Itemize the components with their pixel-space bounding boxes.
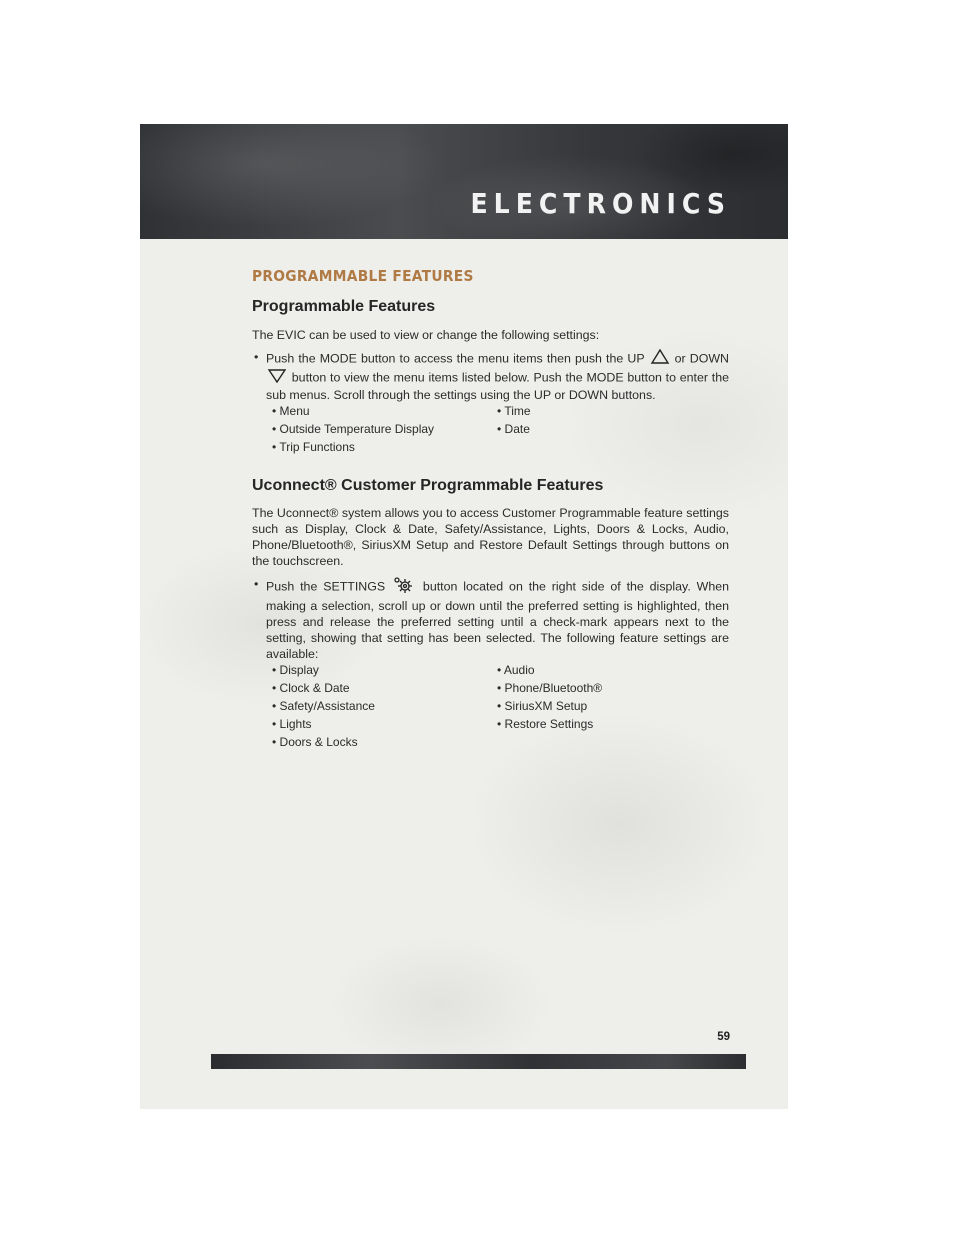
bullet-dot: • (254, 577, 259, 591)
list-item: • Clock & Date (272, 681, 350, 695)
manual-page (140, 124, 788, 1109)
chapter-title: ELECTRONICS (470, 187, 731, 220)
list-item: • Restore Settings (497, 717, 594, 731)
section2-bullet (252, 576, 729, 662)
header-banner (140, 124, 788, 239)
list-item: • Safety/Assistance (272, 699, 375, 713)
page-number: 59 (717, 1031, 730, 1043)
bullet1-part2: or DOWN (674, 351, 729, 366)
bullet2-part1: Push the SETTINGS (266, 579, 386, 594)
settings-gear-icon (391, 576, 417, 598)
section2-intro: The Uconnect® system allows you to access Customer Programmable feature settings such as Display, Clock & Date, Safety/Assistance, Lights, Doors & Locks, Audio, Phone/Bluetooth®, SiriusXM Setup and Restore Default Settings through buttons on the touchscreen. (252, 506, 729, 568)
list-item: • Menu (272, 404, 310, 418)
bullet-dot: • (254, 350, 259, 364)
bullet1-part3: button to view the menu items listed below. Push the MODE button to enter the sub menus. Scroll through the settings using the UP or DOWN buttons. (266, 370, 729, 402)
section1-bullet (252, 349, 729, 403)
section2-heading: Uconnect® Customer Programmable Features (252, 477, 604, 494)
list-item: • Display (272, 663, 319, 677)
down-triangle-icon (266, 369, 288, 387)
list-item: • Time (497, 404, 531, 418)
list-item: • Lights (272, 717, 312, 731)
list-item: • Outside Temperature Display (272, 422, 435, 436)
list-item: • Trip Functions (272, 440, 355, 454)
list-item: • SiriusXM Setup (497, 699, 588, 713)
up-triangle-icon (649, 349, 671, 369)
section1-intro: The EVIC can be used to view or change the following settings: (252, 328, 600, 342)
list-item: • Date (497, 422, 530, 436)
footer-bar (211, 1054, 746, 1069)
list-item: • Phone/Bluetooth® (497, 681, 603, 695)
list-item: • Doors & Locks (272, 735, 358, 749)
section1-heading: Programmable Features (252, 298, 436, 315)
list-item: • Audio (497, 663, 535, 677)
section-label: PROGRAMMABLE FEATURES (252, 267, 474, 285)
bullet2-part2: button located on the right side of the display. When making a selection, scroll up or down until the preferred setting is highlighted, then press and release the preferred setting until a check-mark appears next to the setting, showing that setting has been selected. The following feature settings are available: (266, 579, 729, 661)
bullet1-part1: Push the MODE button to access the menu items then push the UP (266, 351, 645, 366)
